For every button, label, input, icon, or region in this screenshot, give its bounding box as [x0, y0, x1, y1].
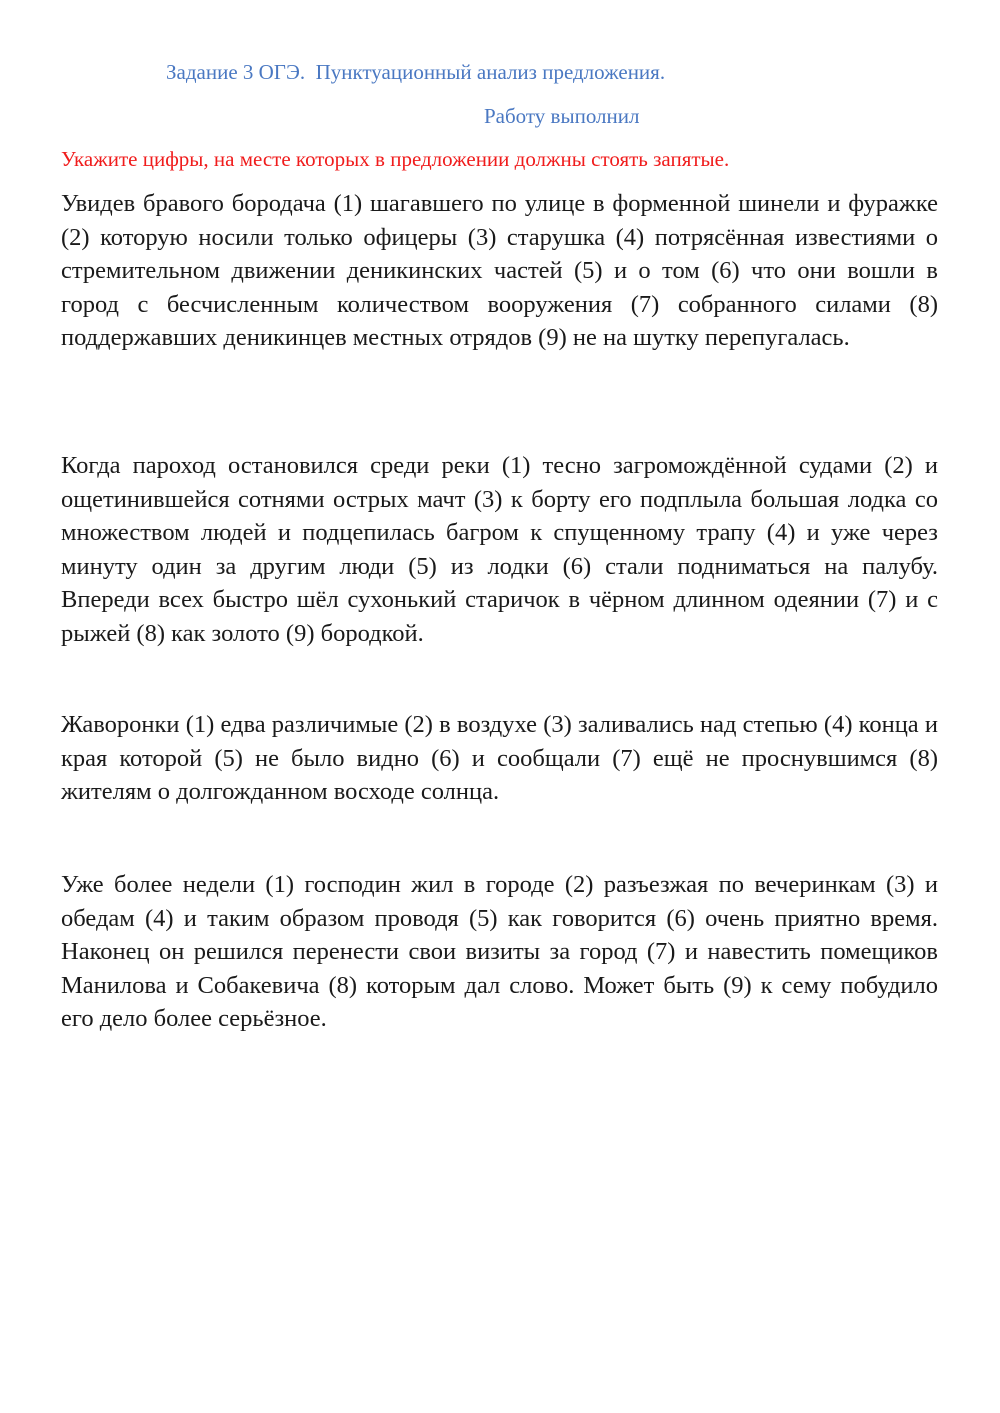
- exercise-sentence-1: Увидев бравого бородача (1) шагавшего по улице в форменной шинели и фуражке (2) которую носили только офицеры (3) старушка (4) потрясённая известиями о стремительном движении деникинских частей (5) и о том (6) что они вошли в город с бесчисленным количеством вооружения (7) собранного силами (8) поддержавших деникинцев местных отрядов (9) не на шутку перепугалась.: [61, 190, 938, 351]
- task-instruction: Укажите цифры, на месте которых в предложении должны стоять запятые.: [61, 147, 730, 171]
- performer-label: Работу выполнил: [484, 104, 640, 128]
- page-title: Задание 3 ОГЭ. Пунктуационный анализ предложения.: [166, 60, 666, 84]
- exercise-sentence-4: Уже более недели (1) господин жил в городе (2) разъезжая по вечеринкам (3) и обедам (4) и таким образом проводя (5) как говорится (6) очень приятно время. Наконец он решился перенести свои визиты за город (7) и навестить помещиков Манилова и Собакевича (8) которым дал слово. Может быть (9) к сему побудило его дело более серьёзное.: [61, 871, 938, 1032]
- exercise-sentence-2: Когда пароход остановился среди реки (1) тесно загромождённой судами (2) и ощетинившейся сотнями острых мачт (3) к борту его подплыла большая лодка со множеством людей и подцепилась багром к спущенному трапу (4) и уже через минуту один за другим люди (5) из лодки (6) стали подниматься на палубу. Впереди всех быстро шёл сухонький старичок в чёрном длинном одеянии (7) и с рыжей (8) как золото (9) бородкой.: [61, 452, 938, 647]
- exercise-sentence-3: Жаворонки (1) едва различимые (2) в воздухе (3) заливались над степью (4) конца и края которой (5) не было видно (6) и сообщали (7) ещё не проснувшимся (8) жителям о долгожданном восходе солнца.: [61, 711, 938, 805]
